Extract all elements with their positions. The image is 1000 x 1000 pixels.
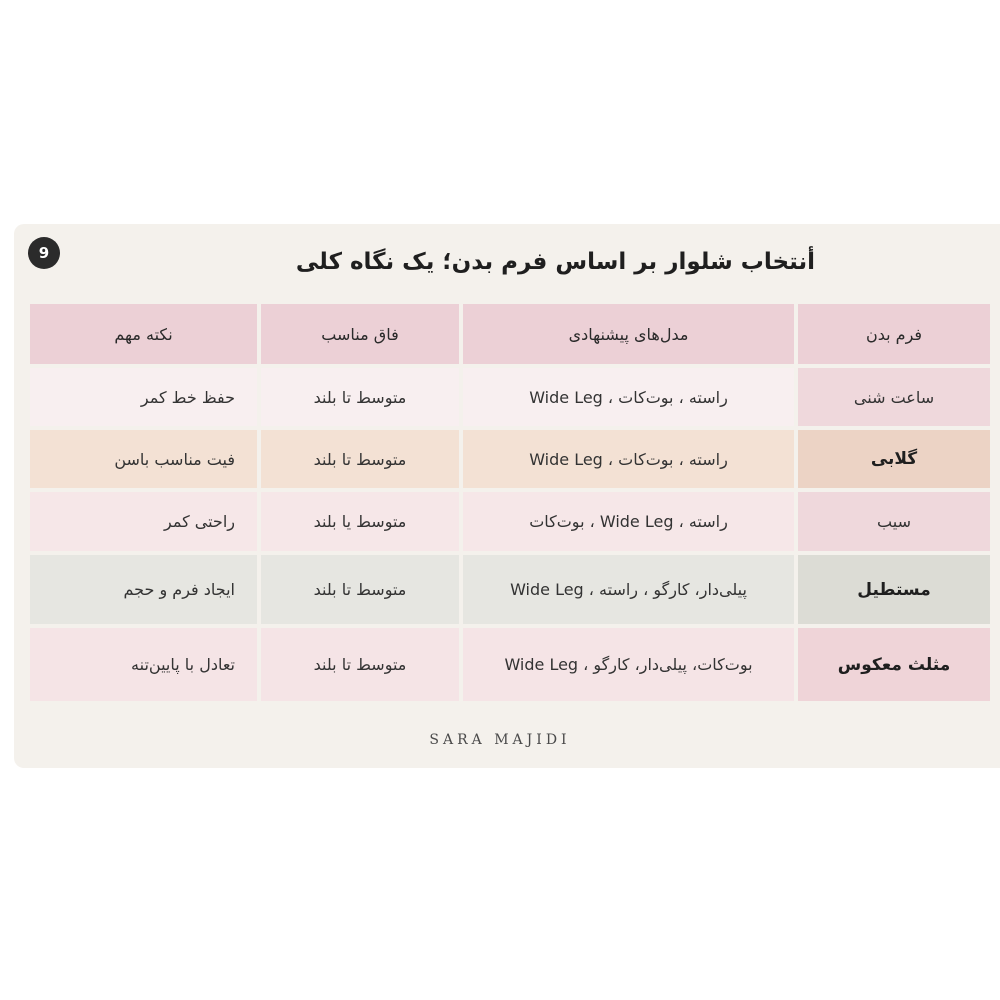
header-body-shape: فرم بدن — [798, 304, 990, 364]
row-1-rise-cell: متوسط تا بلند — [261, 368, 459, 426]
row-4-models-cell: Wide Leg ، پیلی‌دار، کارگو ، راسته — [463, 555, 794, 624]
row-1-shape-cell: ساعت شنی — [798, 368, 990, 426]
row-2-models-cell: راسته ، بوت‌کات ، Wide Leg — [463, 430, 794, 488]
row-5-note-cell: تعادل با پایین‌تنه — [30, 628, 257, 701]
row-5-rise-cell: متوسط تا بلند — [261, 628, 459, 701]
row-1-models-cell: راسته ، بوت‌کات ، Wide Leg — [463, 368, 794, 426]
brand-footer: SARA MAJIDI — [429, 732, 571, 748]
row-2-note-cell: فیت مناسب باسن — [30, 430, 257, 488]
header-note: نکته مهم — [30, 304, 257, 364]
row-1-note-cell: حفظ خط کمر — [30, 368, 257, 426]
row-5-shape-cell: مثلث معکوس — [798, 628, 990, 701]
row-4-note-cell: ایجاد فرم و حجم — [30, 555, 257, 624]
row-3-rise-cell: متوسط یا بلند — [261, 492, 459, 551]
page-title: أنتخاب شلوار بر اساس فرم بدن؛ یک نگاه کلی — [295, 249, 815, 275]
row-3-shape-cell: سیب — [798, 492, 990, 551]
row-2-rise-cell: متوسط تا بلند — [261, 430, 459, 488]
header-models: مدل‌های پیشنهادی — [463, 304, 794, 364]
header-rise: فاق مناسب — [261, 304, 459, 364]
row-5-models-cell: Wide Leg ، بوت‌کات، پیلی‌دار، کارگو — [463, 628, 794, 701]
row-3-models-cell: راسته ، Wide Leg ، بوت‌کات — [463, 492, 794, 551]
page-number-badge: 9 — [28, 237, 60, 269]
row-3-note-cell: راحتی کمر — [30, 492, 257, 551]
row-2-shape-cell: گلابی — [798, 430, 990, 488]
row-4-shape-cell: مستطیل — [798, 555, 990, 624]
row-4-rise-cell: متوسط تا بلند — [261, 555, 459, 624]
